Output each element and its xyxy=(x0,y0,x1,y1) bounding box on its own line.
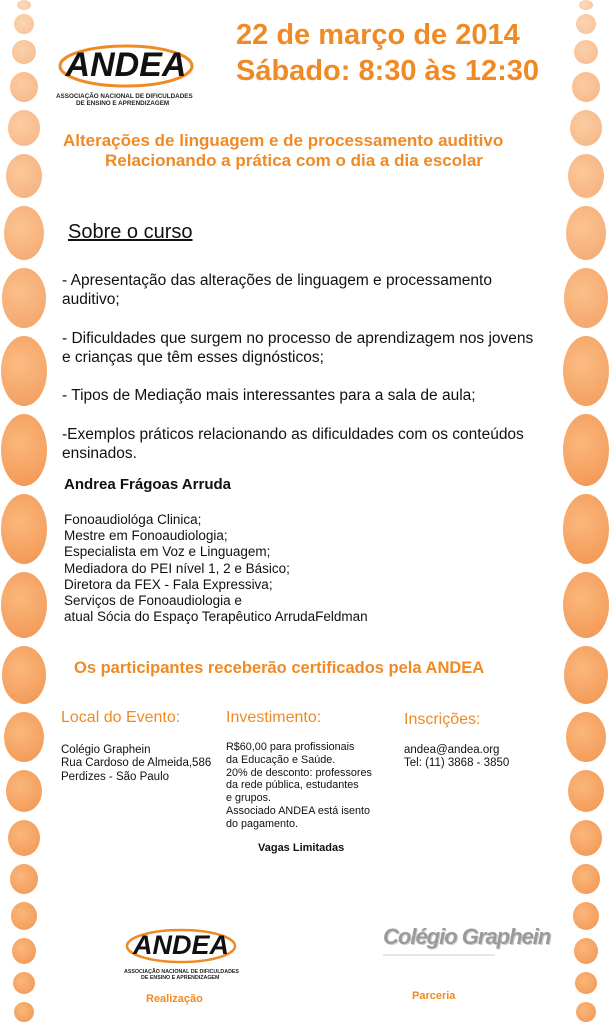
subtitle-line-1: Alterações de linguagem e de processamento auditivo xyxy=(63,131,504,150)
decorative-circle xyxy=(570,820,602,856)
decorative-circle xyxy=(2,268,46,328)
footer-logo-graphic xyxy=(124,924,238,964)
registration-phone: Tel: (11) 3868 - 3850 xyxy=(404,757,510,770)
decorative-circle xyxy=(2,646,46,704)
decorative-circle xyxy=(12,40,36,64)
registration-details xyxy=(404,744,509,771)
decorative-circle xyxy=(566,206,606,260)
bio-line: Diretora da FEX - Fala Expressiva; xyxy=(64,576,273,592)
course-item-1: - Apresentação das alterações de linguagem e processamento auditivo; xyxy=(62,272,492,308)
footer-tagline-2: DE ENSINO E APRENDIZAGEM xyxy=(141,975,220,981)
logo-tagline-2: DE ENSINO E APRENDIZAGEM xyxy=(76,100,170,107)
bio-line: Especialista em Voz e Linguagem; xyxy=(64,544,271,560)
decorative-circle xyxy=(17,0,31,10)
decorative-circle xyxy=(563,494,609,564)
decorative-circle xyxy=(563,572,609,638)
registration-title: Inscrições: xyxy=(404,711,481,728)
event-date: 22 de março de 2014 xyxy=(236,19,520,51)
andea-logo xyxy=(56,40,196,107)
limited-seats: Vagas Limitadas xyxy=(258,842,345,854)
decorative-circle xyxy=(564,268,608,328)
decorative-circle xyxy=(1,336,47,406)
investment-line: da Educação e Saúde. xyxy=(226,753,336,766)
investment-line: e grupos. xyxy=(226,792,272,805)
decorative-circle xyxy=(10,72,38,102)
footer-logo-name: ANDEA xyxy=(132,930,230,960)
speaker-name: Andrea Frágoas Arruda xyxy=(64,476,231,493)
decorative-circle xyxy=(568,154,604,198)
decorative-circle xyxy=(566,712,606,762)
decorative-circle xyxy=(14,14,34,34)
andea-logo-graphic xyxy=(56,40,196,88)
decorative-circle xyxy=(576,1002,596,1022)
decorative-circle xyxy=(572,72,600,102)
decorative-circle xyxy=(11,902,37,930)
decorative-circle xyxy=(573,902,599,930)
local-line: Perdizes - São Paulo xyxy=(61,770,170,783)
local-title: Local do Evento: xyxy=(61,709,181,726)
decorative-circle xyxy=(564,646,608,704)
decorative-circle xyxy=(10,864,38,894)
footer-andea-logo xyxy=(124,924,238,981)
local-details xyxy=(61,744,211,784)
decorative-circle xyxy=(572,864,600,894)
logo-name: ANDEA xyxy=(65,46,187,84)
bio-line: Fonoaudiológa Clinica; xyxy=(64,512,202,527)
decorative-circle xyxy=(563,414,609,486)
graphein-logo xyxy=(383,924,550,956)
bio-line: Mestre em Fonoaudiologia; xyxy=(64,528,228,544)
decorative-circle xyxy=(8,110,40,146)
bio-line: Mediadora do PEI nível 1, 2 e Básico; xyxy=(64,560,290,576)
logo-tagline-1: ASSOCIAÇÃO NACIONAL DE DIFICULDADES xyxy=(56,93,193,100)
decorative-circle xyxy=(6,154,42,198)
subtitle-line-2: Relacionando a prática com o dia a dia escolar xyxy=(105,151,483,170)
decorative-circle xyxy=(14,1002,34,1022)
investment-line: do pagamento. xyxy=(226,817,299,830)
decorative-circle xyxy=(574,40,598,64)
realizacao-label: Realização xyxy=(146,993,203,1005)
investment-line: 20% de desconto: professores xyxy=(226,766,372,779)
decorative-circle xyxy=(568,770,604,812)
decorative-circle xyxy=(579,0,593,10)
decorative-circle xyxy=(1,414,47,486)
parceria-label: Parceria xyxy=(412,990,456,1002)
investment-title: Investimento: xyxy=(226,709,322,726)
event-time: Sábado: 8:30 às 12:30 xyxy=(236,55,540,87)
registration-email[interactable]: andea@andea.org xyxy=(404,744,500,756)
decorative-circle xyxy=(1,494,47,564)
decorative-circle xyxy=(574,938,598,964)
right-dot-border xyxy=(562,0,610,1024)
local-line: Colégio Graphein xyxy=(61,744,151,756)
decorative-circle xyxy=(8,820,40,856)
investment-line: R$60,00 para profissionais xyxy=(226,741,355,753)
decorative-circle xyxy=(1,572,47,638)
speaker-bio xyxy=(64,512,368,625)
local-line: Rua Cardoso de Almeida,586 xyxy=(61,757,212,770)
investment-line: Associado ANDEA está isento xyxy=(226,804,371,817)
course-item-3: - Tipos de Mediação mais interessantes para a sala de aula; xyxy=(62,387,476,404)
bio-line: Serviços de Fonoaudiologia e xyxy=(64,593,242,609)
decorative-circle xyxy=(13,972,35,994)
decorative-circle xyxy=(570,110,602,146)
course-heading: Sobre o curso xyxy=(68,221,193,243)
investment-line: da rede pública, estudantes xyxy=(226,779,359,792)
decorative-circle xyxy=(563,336,609,406)
decorative-circle xyxy=(12,938,36,964)
decorative-circle xyxy=(4,712,44,762)
decorative-circle xyxy=(575,972,597,994)
graphein-logo-text: Colégio Graphein xyxy=(383,924,551,949)
bio-line: atual Sócia do Espaço Terapêutico ArrudaFeldman xyxy=(64,609,368,625)
certificate-note: Os participantes receberão certificados pela ANDEA xyxy=(74,659,485,677)
decorative-circle xyxy=(6,770,42,812)
decorative-circle xyxy=(4,206,44,260)
course-item-4: -Exemplos práticos relacionando as dificuldades com os conteúdos ensinados. xyxy=(62,426,524,462)
left-dot-border xyxy=(0,0,48,1024)
decorative-circle xyxy=(576,14,596,34)
course-item-2: - Dificuldades que surgem no processo de aprendizagem nos jovens e crianças que têm esses dignósticos; xyxy=(62,330,534,366)
footer-tagline-1: ASSOCIAÇÃO NACIONAL DE DIFICULDADES xyxy=(124,969,239,975)
investment-details xyxy=(226,741,372,831)
